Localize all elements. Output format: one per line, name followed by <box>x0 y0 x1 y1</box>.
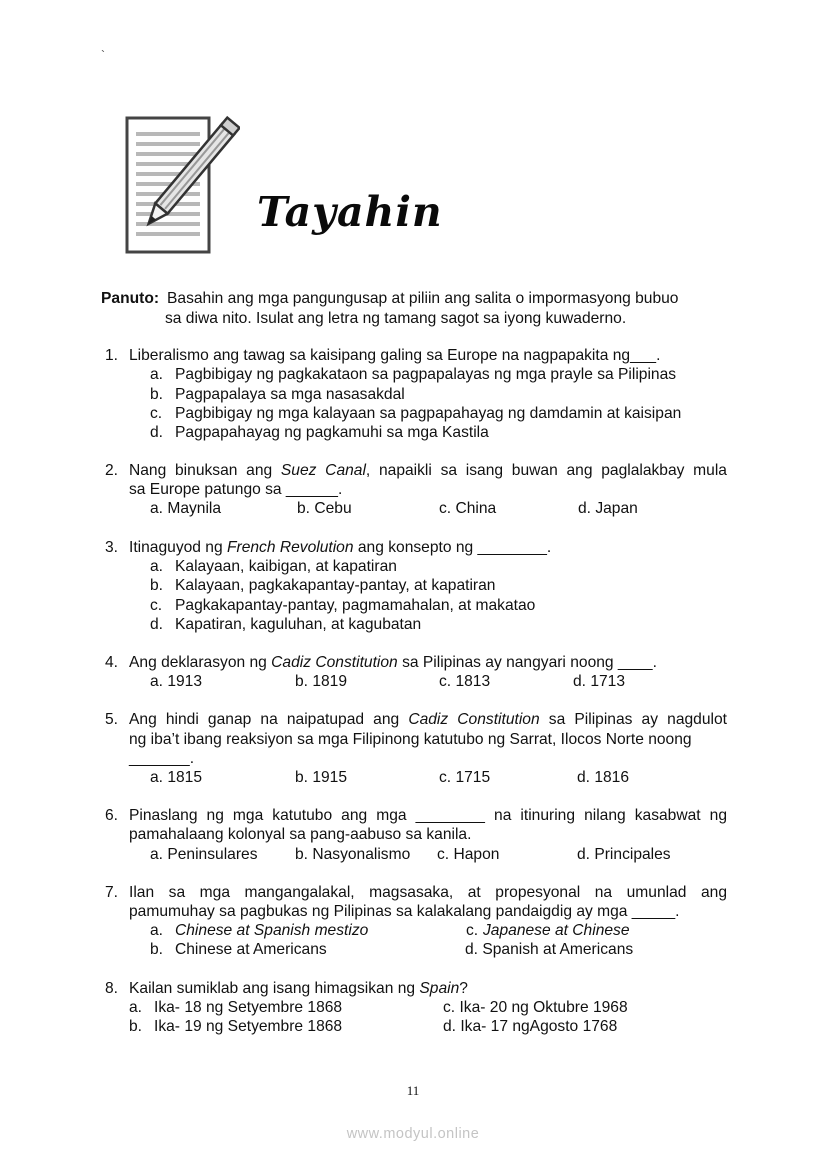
choice-b: b. 1819 <box>295 673 348 690</box>
choice-a: a. 1913 <box>150 673 203 690</box>
choice-letter: a. <box>129 999 143 1016</box>
choice-c: c. 1813 <box>439 673 491 690</box>
choice-text: Chinese at Spanish mestizo <box>175 922 369 939</box>
choice-letter: d. <box>150 616 164 633</box>
choice-text: Kalayaan, kaibigan, at kapatiran <box>175 558 397 575</box>
choice-a: a. Peninsulares <box>150 846 258 863</box>
choice-letter: b. <box>150 941 164 958</box>
question-text: Kailan sumiklab ang isang himagsikan ng Spain? <box>129 980 468 997</box>
choice-letter: b. <box>129 1018 143 1035</box>
choice-text: Pagkakapantay-pantay, pagmamahalan, at makatao <box>175 597 536 614</box>
page-number: 11 <box>406 1083 420 1098</box>
choice-letter: a. <box>150 366 164 383</box>
question-text: Ang hindi ganap na naipatupad ang Cadiz Constitution sa Pilipinas ay nagdulot <box>129 711 727 728</box>
question-text: ng iba’t ibang reaksiyon sa mga Filipinong katutubo ng Sarrat, Ilocos Norte noong <box>129 731 692 748</box>
choice-letter: a. <box>150 922 164 939</box>
choice-c: c. China <box>439 500 497 517</box>
question-number: 5. <box>105 711 119 728</box>
question-number: 8. <box>105 980 119 997</box>
choice-letter: c. <box>150 597 163 614</box>
question-number: 6. <box>105 807 119 824</box>
question-number: 4. <box>105 654 119 671</box>
page-title: Tayahin <box>257 188 443 236</box>
choice-text: Kapatiran, kaguluhan, at kagubatan <box>175 616 422 633</box>
choice-c: c. Ika- 20 ng Oktubre 1968 <box>443 999 628 1016</box>
question-number: 3. <box>105 539 119 556</box>
choice-text: Ika- 18 ng Setyembre 1868 <box>154 999 343 1016</box>
choice-a: a. Maynila <box>150 500 222 517</box>
question-text: Itinaguyod ng French Revolution ang konsepto ng ________. <box>129 539 552 556</box>
choice-c: c. 1715 <box>439 769 491 786</box>
choice-b: b. Nasyonalismo <box>295 846 411 863</box>
notepad-pencil-icon <box>124 114 240 256</box>
question-text: Ang deklarasyon ng Cadiz Constitution sa Pilipinas ay nangyari noong ____. <box>129 654 657 671</box>
choice-text: Japanese at Chinese <box>483 922 630 939</box>
choice-text: Pagpapahayag ng pagkamuhi sa mga Kastila <box>175 424 489 441</box>
choice-d: d. Principales <box>577 846 671 863</box>
choice-d: d. Ika- 17 ngAgosto 1768 <box>443 1018 618 1035</box>
question-text: Liberalismo ang tawag sa kaisipang galing sa Europe na nagpapakita ng___. <box>129 347 661 364</box>
choice-b: b. Cebu <box>297 500 352 517</box>
stray-mark: ` <box>101 48 105 62</box>
choice-d: d. 1816 <box>577 769 630 786</box>
watermark: www.modyul.online <box>346 1126 480 1142</box>
question-text: sa Europe patungo sa ______. <box>129 481 343 498</box>
choice-d: d. 1713 <box>573 673 626 690</box>
choice-d: d. Japan <box>578 500 638 517</box>
choice-text: Pagpapalaya sa mga nasasakdal <box>175 386 405 403</box>
answer-blank: _______. <box>129 750 195 767</box>
choice-text: Pagbibigay ng mga kalayaan sa pagpapahayag ng damdamin at kaisipan <box>175 405 682 422</box>
choice-text: Ika- 19 ng Setyembre 1868 <box>154 1018 343 1035</box>
question-text: Pinaslang ng mga katutubo ang mga ________ na itinuring nilang kasabwat ng <box>129 807 727 824</box>
instructions-line-2: sa diwa nito. Isulat ang letra ng tamang sagot sa iyong kuwaderno. <box>165 310 627 327</box>
instructions-line-1: Basahin ang mga pangungusap at piliin ang salita o impormasyong bubuo <box>167 290 679 307</box>
choice-letter: c. <box>150 405 163 422</box>
choice-text: Chinese at Americans <box>175 941 327 958</box>
question-text: pamumuhay sa pagbukas ng Pilipinas sa kalakalang pandaigdig ay mga _____. <box>129 903 680 920</box>
question-number: 2. <box>105 462 119 479</box>
choice-b: b. 1915 <box>295 769 348 786</box>
question-number: 7. <box>105 884 119 901</box>
choice-text: Pagbibigay ng pagkakataon sa pagpapalayas ng mga prayle sa Pilipinas <box>175 366 677 383</box>
choice-c: c. Hapon <box>437 846 500 863</box>
choice-d: d. Spanish at Americans <box>465 941 634 958</box>
choice-letter: c. <box>466 922 479 939</box>
choice-letter: b. <box>150 386 164 403</box>
question-text: Ilan sa mga mangangalakal, magsasaka, at propesyonal na umunlad ang <box>129 884 727 901</box>
choice-a: a. 1815 <box>150 769 203 786</box>
question-text: Nang binuksan ang Suez Canal, napaikli sa isang buwan ang paglalakbay mula <box>129 462 727 479</box>
choice-letter: d. <box>150 424 164 441</box>
question-text: pamahalaang kolonyal sa pang-aabuso sa kanila. <box>129 826 472 843</box>
question-number: 1. <box>105 347 119 364</box>
choice-letter: a. <box>150 558 164 575</box>
choice-text: Kalayaan, pagkakapantay-pantay, at kapatiran <box>175 577 496 594</box>
instructions-label: Panuto: <box>101 290 160 307</box>
choice-letter: b. <box>150 577 164 594</box>
